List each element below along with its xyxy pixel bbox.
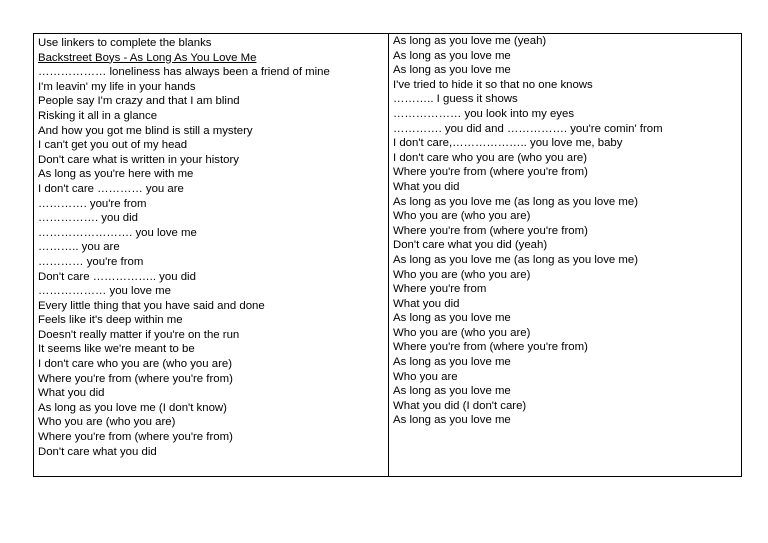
left-lyric-line: What you did — [38, 387, 105, 400]
left-lyric-line: ………… you're from — [38, 255, 144, 268]
right-lyric-line: As long as you love me (as long as you love me) — [393, 195, 639, 208]
right-lyric-line: Who you are (who you are) — [393, 326, 531, 339]
right-lyric-line: What you did — [393, 180, 460, 193]
left-lyric-line: Don't care …………….. you did — [38, 270, 196, 283]
left-lyric-line: I don't care ………… you are — [38, 182, 184, 195]
left-lyric-line: I don't care who you are (who you are) — [38, 358, 233, 371]
right-lyric-line: Who you are — [393, 370, 458, 383]
instructions-heading: Use linkers to complete the blanks — [38, 37, 212, 49]
right-lyrics-column — [389, 34, 741, 476]
left-lyric-line: Where you're from (where you're from) — [38, 372, 233, 385]
left-lyric-line: ……………… you love me — [38, 285, 171, 298]
right-lyric-line: Where you're from (where you're from) — [393, 166, 588, 179]
lyrics-worksheet-table — [33, 33, 742, 477]
left-lyric-line: Where you're from (where you're from) — [38, 431, 233, 444]
right-lyric-line: ……………… you look into my eyes — [393, 107, 575, 120]
right-lyric-line: I don't care who you are (who you are) — [393, 151, 588, 164]
right-lyric-line: Who you are (who you are) — [393, 268, 531, 281]
left-lyric-line: As long as you love me (I don't know) — [38, 401, 227, 414]
right-lyric-line: ……….. I guess it shows — [393, 93, 518, 106]
left-lyric-line: ……………………. you love me — [38, 226, 197, 239]
left-lyric-line: And how you got me blind is still a mystery — [38, 124, 253, 137]
right-lyric-line: As long as you love me — [393, 356, 511, 369]
right-lyric-line: Where you're from — [393, 283, 487, 296]
left-lyrics-column — [34, 34, 389, 476]
left-lyric-line: I can't get you out of my head — [38, 139, 188, 152]
right-lyric-line: As long as you love me — [393, 312, 511, 325]
right-lyric-line: Who you are (who you are) — [393, 210, 531, 223]
right-lyric-line: Don't care what you did (yeah) — [393, 239, 548, 252]
right-lyric-line: Where you're from (where you're from) — [393, 341, 588, 354]
right-lyric-line: As long as you love me — [393, 414, 511, 427]
right-lyric-line: I don't care,……………….. you love me, baby — [393, 137, 623, 150]
left-lyric-line: ……………. you did — [38, 212, 139, 225]
right-lyric-line: As long as you love me — [393, 385, 511, 398]
left-lyric-line: People say I'm crazy and that I am blind — [38, 95, 240, 108]
song-title: Backstreet Boys - As Long As You Love Me — [38, 51, 257, 64]
left-lyric-line: …………. you're from — [38, 197, 147, 210]
left-lyric-line: Risking it all in a glance — [38, 109, 158, 122]
left-lyric-line: Feels like it's deep within me — [38, 314, 183, 327]
right-lyric-line: Where you're from (where you're from) — [393, 224, 588, 237]
left-lyric-line: Don't care what you did — [38, 445, 157, 458]
left-lyric-line: Who you are (who you are) — [38, 416, 176, 429]
left-lyric-line: ……….. you are — [38, 241, 120, 254]
left-lyric-line: Every little thing that you have said and done — [38, 299, 265, 312]
right-lyric-line: What you did (I don't care) — [393, 399, 527, 412]
left-lyric-line: Doesn't really matter if you're on the run — [38, 328, 240, 341]
right-lyric-line: As long as you love me (as long as you love me) — [393, 253, 639, 266]
right-lyric-line: As long as you love me — [393, 64, 511, 77]
left-lyric-line: As long as you're here with me — [38, 168, 194, 181]
right-lyric-line: I've tried to hide it so that no one knows — [393, 78, 593, 91]
left-lyric-line: Don't care what is written in your history — [38, 153, 239, 166]
right-lyric-line: What you did — [393, 297, 460, 310]
left-lyric-line: ……………… loneliness has always been a friend of mine — [38, 66, 330, 79]
right-lyric-line: …………. you did and ……………. you're comin' from — [393, 122, 663, 135]
right-lyric-line: As long as you love me — [393, 49, 511, 62]
left-lyric-line: I'm leavin' my life in your hands — [38, 80, 196, 93]
right-lyric-line: As long as you love me (yeah) — [393, 35, 547, 47]
left-lyric-line: It seems like we're meant to be — [38, 343, 195, 356]
